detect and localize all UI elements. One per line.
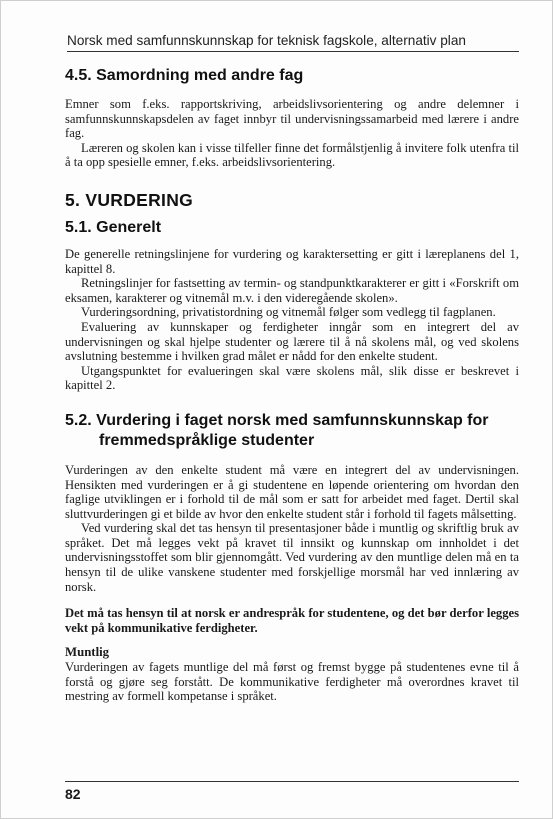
heading-5-2-line1: 5.2. Vurdering i faget norsk med samfunnskunnskap for xyxy=(65,411,489,429)
subheading-muntlig: Muntlig xyxy=(65,645,110,660)
heading-5-2 xyxy=(65,411,519,451)
page-number: 82 xyxy=(65,786,81,802)
paragraph: Vurderingsordning, privatistordning og vitnemål følger som vedlegg til fagplanen. xyxy=(81,305,496,320)
paragraph: Vurderingen av fagets muntlige del må først og fremst bygge på studentenes evne til å forstå og gjøre seg forstått. De kommunikative ferdigheter må overordnes kravet til mestring av formell kompetanse i språket. xyxy=(65,660,519,704)
heading-5-2-line2: fremmedspråklige studenter xyxy=(99,431,315,449)
heading-5: 5. VURDERING xyxy=(65,189,194,210)
paragraph: Læreren og skolen kan i visse tilfeller finne det formålstjenlig å invitere folk utenfra til å ta opp spesielle emner, f.eks. arbeidslivsorientering. xyxy=(65,140,519,170)
paragraph: Retningslinjer for fastsetting av termin- og standpunktkarakterer er gitt i «Forskrift om eksamen, karakterer og vitnemål m.v. i den videregående skolen». xyxy=(65,276,519,305)
heading-4-5: 4.5. Samordning med andre fag xyxy=(65,67,304,84)
footer xyxy=(65,781,519,802)
heading-5-1: 5.1. Generelt xyxy=(65,218,162,236)
paragraph: Emner som f.eks. rapportskriving, arbeidslivsorientering og andre delemner i samfunnskunnskapsdelen av faget innbyr til undervisningssamarbeid med lærere i andre fag. xyxy=(65,97,519,141)
paragraph: Ved vurdering skal det tas hensyn til presentasjoner både i muntlig og skriftlig bruk av språket. Det må legges vekt på kravet til innsikt og kunnskap om innholdet i det undervisningsstoffet som blir gjennomgått. Ved vurdering av den muntlige delen må en ta hensyn til de ulike vanskene studenter med forskjellige morsmål har ved innlæring av norsk. xyxy=(65,521,519,594)
paragraph: Utgangspunktet for evalueringen skal være skolens mål, slik disse er beskrevet i kapittel 2. xyxy=(65,363,519,393)
paragraph: De generelle retningslinjene for vurdering og karaktersetting er gitt i læreplanens del 1, kapittel 8. xyxy=(65,246,519,276)
paragraph: Vurderingen av den enkelte student må være en integrert del av undervisningen. Hensikten med vurderingen er å gi studentene en løpende orientering om hvordan den faglige utviklingen er i forhold til de mål som er satt for arbeidet med faget. Dertil skal sluttvurderingen gi et bilde av hvor den enkelte student står i forhold til fagets målsetting. xyxy=(65,462,519,521)
running-header: Norsk med samfunnskunnskap for teknisk fagskole, alternativ plan xyxy=(67,33,519,52)
emphasis-paragraph: Det må tas hensyn til at norsk er andrespråk for studentene, og det bør derfor legges vekt på kommunikative ferdigheter. xyxy=(65,606,519,635)
page-content xyxy=(65,64,519,704)
paragraph: Evaluering av kunnskaper og ferdigheter inngår som en integrert del av undervisningen og skal hjelpe studenter og lærere til å nå skolens mål, og ved skolens avslutning bestemme i hvilken grad målet er nådd for den enkelte student. xyxy=(65,319,519,364)
